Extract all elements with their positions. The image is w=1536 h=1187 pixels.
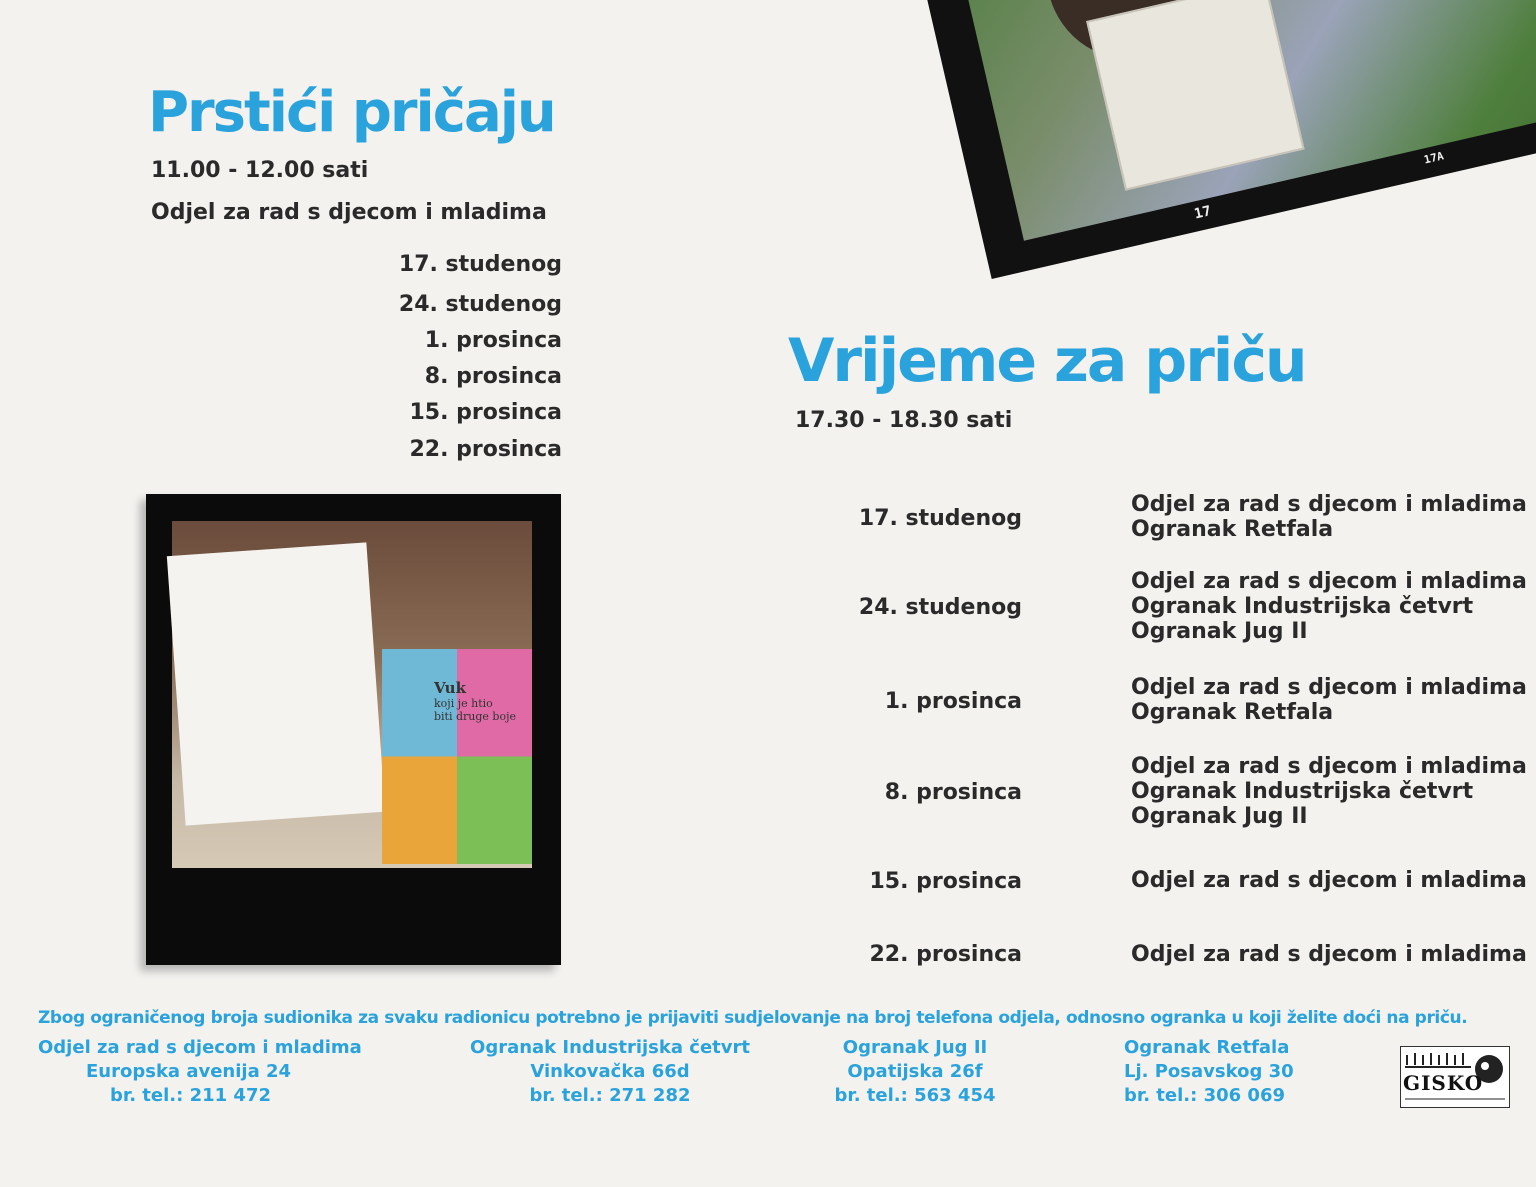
schedule-places	[1131, 942, 1527, 967]
schedule-place: Odjel za rad s djecom i mladima	[1131, 675, 1527, 700]
schedule-place: Odjel za rad s djecom i mladima	[1131, 569, 1527, 594]
contact-address: Opatijska 26f	[847, 1061, 983, 1082]
contact-address: Lj. Posavskog 30	[1124, 1061, 1294, 1082]
schedule-date: 1. prosinca	[884, 689, 1022, 714]
schedule-places	[1131, 754, 1527, 829]
photo-image	[172, 521, 532, 868]
contact-name: Ogranak Jug II	[842, 1037, 988, 1058]
schedule-place: Ogranak Retfala	[1131, 517, 1334, 542]
contact-phone: br. tel.: 306 069	[1124, 1085, 1285, 1106]
footer-contact	[470, 1036, 750, 1108]
footer-notice: Zbog ograničenog broja sudionika za svaku radionicu potrebno je prijaviti sudjelovanje na broj telefona odjela, odnosno ogranka u koji želite doći na priču.	[38, 1008, 1468, 1028]
photo-open-book	[1086, 0, 1304, 191]
schedule-place: Ogranak Jug II	[1131, 804, 1308, 829]
section1-time: 11.00 - 12.00 sati	[151, 158, 369, 183]
photo-book-text	[434, 679, 516, 723]
schedule-place: Odjel za rad s djecom i mladima	[1131, 492, 1527, 517]
photo-children-reading	[895, 0, 1536, 279]
book-subtitle-line2: biti druge boje	[434, 710, 517, 724]
contact-phone: br. tel.: 271 282	[529, 1085, 691, 1106]
section2-time: 17.30 - 18.30 sati	[795, 408, 1013, 433]
section1-date: 22. prosinca	[409, 437, 562, 462]
footer-contact	[830, 1036, 1000, 1108]
contact-phone: br. tel.: 563 454	[834, 1085, 996, 1106]
section1-date: 15. prosinca	[409, 400, 562, 425]
photo-drawing-paper	[167, 542, 385, 825]
section1-location: Odjel za rad s djecom i mladima	[151, 200, 547, 225]
photo-image	[943, 0, 1536, 241]
film-number: 17A	[1422, 149, 1445, 167]
schedule-place: Odjel za rad s djecom i mladima	[1131, 754, 1527, 779]
schedule-place: Odjel za rad s djecom i mladima	[1131, 942, 1527, 967]
schedule-date: 24. studenog	[858, 595, 1022, 620]
film-number: 17	[1192, 203, 1213, 223]
section1-date: 24. studenog	[398, 292, 562, 317]
schedule-places	[1131, 675, 1527, 725]
section1-date: 1. prosinca	[424, 328, 562, 353]
contact-phone: br. tel.: 211 472	[110, 1085, 271, 1106]
section1-title: Prstići pričaju	[148, 80, 555, 145]
contact-name: Ogranak Industrijska četvrt	[470, 1037, 750, 1058]
schedule-place: Odjel za rad s djecom i mladima	[1131, 868, 1527, 893]
schedule-place: Ogranak Industrijska četvrt	[1131, 779, 1474, 804]
schedule-date: 15. prosinca	[869, 869, 1022, 894]
section2-title: Vrijeme za priču	[788, 326, 1306, 396]
schedule-date: 22. prosinca	[869, 942, 1022, 967]
schedule-places	[1131, 569, 1527, 644]
footer-contact	[1124, 1036, 1324, 1108]
book-title: Vuk	[434, 679, 466, 697]
book-subtitle-line1: koji je htio	[434, 697, 493, 710]
section1-date: 8. prosinca	[424, 364, 562, 389]
schedule-date: 17. studenog	[858, 506, 1022, 531]
contact-address: Europska avenija 24	[86, 1061, 292, 1082]
schedule-place: Ogranak Retfala	[1131, 700, 1334, 725]
schedule-place: Ogranak Jug II	[1131, 619, 1308, 644]
logo-text: GISKO	[1403, 1071, 1484, 1095]
schedule-places	[1131, 492, 1527, 542]
footer-contact	[38, 1036, 368, 1108]
contact-address: Vinkovačka 66d	[530, 1061, 690, 1082]
photo-wolf-drawing	[146, 494, 561, 965]
contact-name: Ogranak Retfala	[1124, 1037, 1290, 1058]
schedule-place: Ogranak Industrijska četvrt	[1131, 594, 1474, 619]
schedule-date: 8. prosinca	[884, 780, 1022, 805]
gisko-logo	[1400, 1046, 1510, 1108]
contact-name: Odjel za rad s djecom i mladima	[38, 1037, 362, 1058]
section1-date: 17. studenog	[398, 252, 562, 277]
schedule-places	[1131, 868, 1527, 893]
